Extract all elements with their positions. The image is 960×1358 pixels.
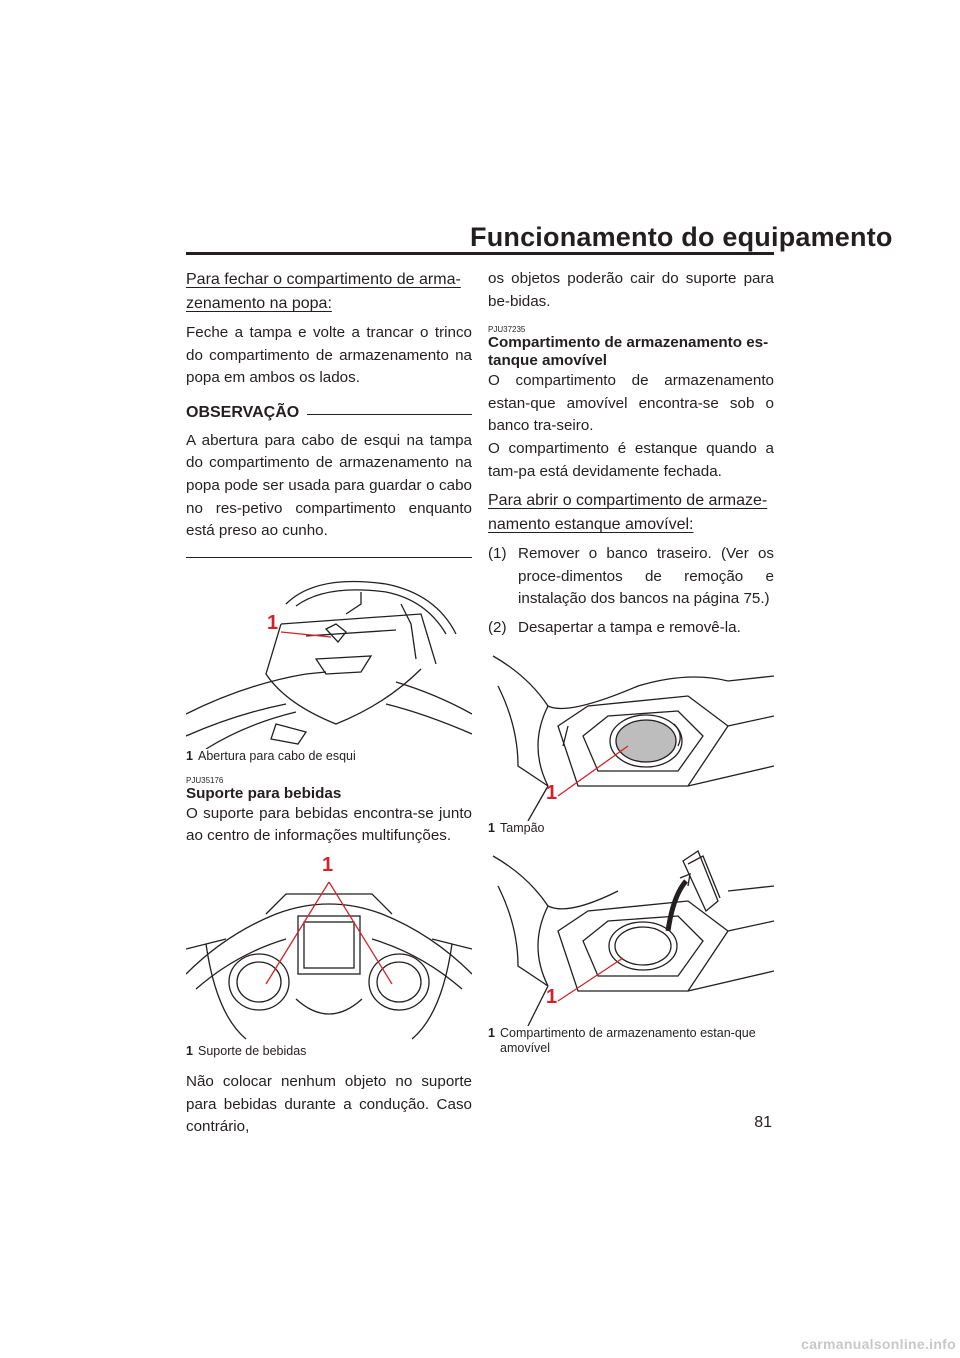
figure2-callout: 1	[322, 853, 334, 876]
removable-compartment-illustration	[488, 846, 774, 1026]
header-rule	[186, 252, 774, 255]
page-number: 81	[754, 1114, 772, 1131]
figure-ski-rope-opening	[186, 564, 472, 764]
note-bottom-rule	[186, 557, 472, 558]
close-storage-text: Feche a tampa e volte a trancar o trinco do compartimento de armazenamento na popa em ambos os lados.	[186, 324, 472, 387]
cap-illustration	[488, 646, 774, 821]
storage-text-2: O compartimento é estanque quando a tam-pa está devidamente fechada.	[488, 439, 774, 480]
figure3-callout: 1	[546, 781, 558, 804]
left-column	[186, 268, 472, 1139]
figure3-caption	[488, 821, 774, 836]
note-box	[186, 404, 472, 558]
figure3-caption-text: Tampão	[500, 820, 545, 835]
step-1	[488, 543, 774, 611]
storage-title: Compartimento de armazenamento es-tanque amovível	[488, 334, 769, 370]
step-1-text: Remover o banco traseiro. (Ver os proce-dimentos de remoção e instalação dos bancos na página 75.)	[518, 545, 774, 608]
cupholder-illustration	[186, 854, 472, 1044]
figure-cupholder	[186, 854, 472, 1059]
step-2	[488, 617, 774, 640]
figure4-caption-text: Compartimento de armazenamento estan-que amovível	[500, 1025, 756, 1055]
note-text: A abertura para cabo de esqui na tampa do compartimento de armazenamento na popa pode ser usada para guardar o cabo no res-petivo compartimento enquanto está preso ao cunho.	[186, 431, 472, 540]
figure4-callout: 1	[546, 985, 558, 1008]
note-title: OBSERVAÇÃO	[186, 403, 300, 421]
right-column	[488, 268, 774, 1056]
storage-text-1: O compartimento de armazenamento estan-que amovível encontra-se sob o banco tra-seiro.	[488, 372, 774, 435]
figure3-caption-number: 1	[488, 820, 495, 835]
cupholder-text: O suporte para bebidas encontra-se junto ao centro de informações multifunções.	[186, 804, 472, 845]
figure1-caption-number: 1	[186, 748, 193, 763]
close-storage-heading: Para fechar o compartimento de arma-zenamento na popa:	[186, 271, 461, 312]
open-storage-heading: Para abrir o compartimento de armaze-namento estanque amovível:	[488, 492, 768, 534]
figure2-caption	[186, 1044, 472, 1059]
figure1-caption-text: Abertura para cabo de esqui	[198, 748, 356, 763]
figure2-caption-text: Suporte de bebidas	[198, 1043, 307, 1058]
figure-cap	[488, 646, 774, 836]
cupholder-title: Suporte para bebidas	[186, 784, 342, 802]
figure4-caption	[488, 1026, 774, 1056]
footer-watermark-url[interactable]: carmanualsonline.info	[801, 1336, 956, 1352]
step-1-number: (1)	[488, 545, 507, 563]
cupholder-warning: Não colocar nenhum objeto no suporte para bebidas durante a condução. Caso contrário,	[186, 1072, 472, 1136]
figure1-caption	[186, 749, 472, 764]
note-title-rule	[307, 414, 472, 415]
step-2-number: (2)	[488, 618, 507, 636]
figure-removable-compartment	[488, 846, 774, 1056]
figure1-callout: 1	[267, 611, 279, 634]
figure4-caption-number: 1	[488, 1025, 495, 1040]
storage-code: PJU37235	[488, 325, 526, 335]
note-title-row	[186, 404, 472, 422]
figure2-caption-number: 1	[186, 1043, 193, 1058]
page-title: Funcionamento do equipamento	[470, 222, 893, 252]
step-2-text: Desapertar a tampa e removê-la.	[518, 618, 741, 636]
ski-rope-opening-illustration	[186, 564, 472, 749]
cupholder-warning-continuation: os objetos poderão cair do suporte para be-bidas.	[488, 270, 774, 310]
cupholder-code: PJU35176	[186, 775, 224, 785]
